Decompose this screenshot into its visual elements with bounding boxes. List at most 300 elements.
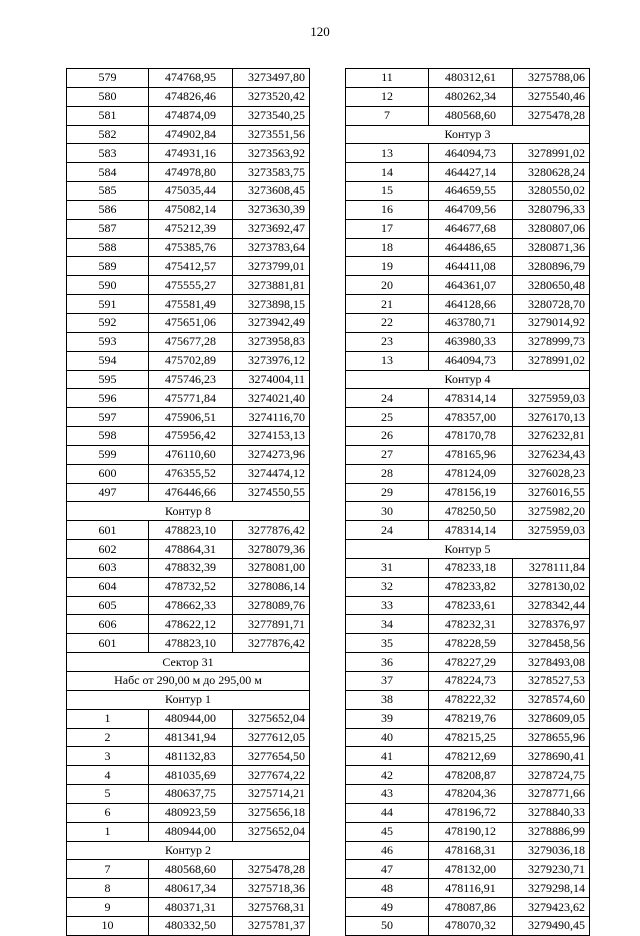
x-coordinate-cell: 475082,14 xyxy=(149,200,233,219)
table-row xyxy=(346,389,590,408)
section-header-row xyxy=(67,502,310,521)
section-header: Контур 8 xyxy=(67,502,310,521)
point-number-cell: 600 xyxy=(67,464,149,483)
table-row xyxy=(346,577,590,596)
point-number-cell: 50 xyxy=(346,916,429,935)
point-number-cell: 9 xyxy=(67,898,149,917)
y-coordinate-cell: 3274550,55 xyxy=(233,483,310,502)
point-number-cell: 582 xyxy=(67,125,149,144)
table-row xyxy=(346,163,590,182)
x-coordinate-cell: 464709,56 xyxy=(429,200,513,219)
point-number-cell: 581 xyxy=(67,106,149,125)
table-row xyxy=(346,709,590,728)
point-number-cell: 15 xyxy=(346,182,429,201)
point-number-cell: 40 xyxy=(346,728,429,747)
table-row xyxy=(346,747,590,766)
x-coordinate-cell: 478190,12 xyxy=(429,822,513,841)
table-row xyxy=(67,238,310,257)
y-coordinate-cell: 3280728,70 xyxy=(513,295,590,314)
table-row xyxy=(346,860,590,879)
table-row xyxy=(346,87,590,106)
point-number-cell: 33 xyxy=(346,596,429,615)
y-coordinate-cell: 3278458,56 xyxy=(513,634,590,653)
y-coordinate-cell: 3273520,42 xyxy=(233,87,310,106)
point-number-cell: 596 xyxy=(67,389,149,408)
y-coordinate-cell: 3279230,71 xyxy=(513,860,590,879)
y-coordinate-cell: 3278081,00 xyxy=(233,558,310,577)
x-coordinate-cell: 478823,10 xyxy=(149,634,233,653)
y-coordinate-cell: 3278111,84 xyxy=(513,558,590,577)
y-coordinate-cell: 3280650,48 xyxy=(513,276,590,295)
x-coordinate-cell: 475677,28 xyxy=(149,332,233,351)
y-coordinate-cell: 3279036,18 xyxy=(513,841,590,860)
y-coordinate-cell: 3278089,76 xyxy=(233,596,310,615)
table-row xyxy=(346,785,590,804)
coordinates-table-left xyxy=(66,68,310,936)
x-coordinate-cell: 478168,31 xyxy=(429,841,513,860)
point-number-cell: 46 xyxy=(346,841,429,860)
y-coordinate-cell: 3279490,45 xyxy=(513,916,590,935)
table-row xyxy=(67,276,310,295)
table-row xyxy=(67,483,310,502)
y-coordinate-cell: 3273799,01 xyxy=(233,257,310,276)
point-number-cell: 598 xyxy=(67,427,149,446)
table-row xyxy=(67,879,310,898)
point-number-cell: 585 xyxy=(67,182,149,201)
x-coordinate-cell: 478622,12 xyxy=(149,615,233,634)
table-row xyxy=(346,200,590,219)
table-row xyxy=(346,106,590,125)
x-coordinate-cell: 474768,95 xyxy=(149,69,233,88)
section-header: Контур 3 xyxy=(346,125,590,144)
table-row xyxy=(346,464,590,483)
point-number-cell: 34 xyxy=(346,615,429,634)
section-header-row xyxy=(67,653,310,672)
point-number-cell: 5 xyxy=(67,785,149,804)
y-coordinate-cell: 3273563,92 xyxy=(233,144,310,163)
table-row xyxy=(346,182,590,201)
table-row xyxy=(67,144,310,163)
point-number-cell: 37 xyxy=(346,672,429,691)
table-row xyxy=(67,200,310,219)
y-coordinate-cell: 3277876,42 xyxy=(233,634,310,653)
left-table-body xyxy=(67,69,310,936)
x-coordinate-cell: 476110,60 xyxy=(149,445,233,464)
x-coordinate-cell: 475412,57 xyxy=(149,257,233,276)
y-coordinate-cell: 3278840,33 xyxy=(513,803,590,822)
x-coordinate-cell: 478087,86 xyxy=(429,898,513,917)
y-coordinate-cell: 3278376,97 xyxy=(513,615,590,634)
point-number-cell: 24 xyxy=(346,521,429,540)
point-number-cell: 8 xyxy=(67,879,149,898)
point-number-cell: 3 xyxy=(67,747,149,766)
section-header-row xyxy=(67,672,310,691)
x-coordinate-cell: 475651,06 xyxy=(149,313,233,332)
point-number-cell: 601 xyxy=(67,634,149,653)
point-number-cell: 19 xyxy=(346,257,429,276)
table-row xyxy=(346,408,590,427)
point-number-cell: 10 xyxy=(67,916,149,935)
x-coordinate-cell: 478219,76 xyxy=(429,709,513,728)
page-number: 120 xyxy=(310,24,330,39)
table-row xyxy=(67,389,310,408)
y-coordinate-cell: 3278079,36 xyxy=(233,540,310,559)
point-number-cell: 587 xyxy=(67,219,149,238)
section-header: Контур 2 xyxy=(67,841,310,860)
x-coordinate-cell: 464128,66 xyxy=(429,295,513,314)
y-coordinate-cell: 3273540,25 xyxy=(233,106,310,125)
x-coordinate-cell: 478124,09 xyxy=(429,464,513,483)
table-row xyxy=(67,125,310,144)
y-coordinate-cell: 3278991,02 xyxy=(513,351,590,370)
x-coordinate-cell: 480617,34 xyxy=(149,879,233,898)
table-row xyxy=(67,785,310,804)
y-coordinate-cell: 3273958,83 xyxy=(233,332,310,351)
table-row xyxy=(67,747,310,766)
y-coordinate-cell: 3273551,56 xyxy=(233,125,310,144)
y-coordinate-cell: 3278609,05 xyxy=(513,709,590,728)
table-row xyxy=(67,898,310,917)
point-number-cell: 6 xyxy=(67,803,149,822)
x-coordinate-cell: 480371,31 xyxy=(149,898,233,917)
point-number-cell: 602 xyxy=(67,540,149,559)
x-coordinate-cell: 478314,14 xyxy=(429,521,513,540)
table-row xyxy=(346,841,590,860)
point-number-cell: 589 xyxy=(67,257,149,276)
y-coordinate-cell: 3275478,28 xyxy=(513,106,590,125)
point-number-cell: 20 xyxy=(346,276,429,295)
y-coordinate-cell: 3275540,46 xyxy=(513,87,590,106)
section-header: Контур 4 xyxy=(346,370,590,389)
y-coordinate-cell: 3277654,50 xyxy=(233,747,310,766)
table-row xyxy=(346,219,590,238)
y-coordinate-cell: 3280807,06 xyxy=(513,219,590,238)
point-number-cell: 583 xyxy=(67,144,149,163)
y-coordinate-cell: 3274273,96 xyxy=(233,445,310,464)
y-coordinate-cell: 3274474,12 xyxy=(233,464,310,483)
x-coordinate-cell: 475771,84 xyxy=(149,389,233,408)
x-coordinate-cell: 474826,46 xyxy=(149,87,233,106)
table-row xyxy=(67,163,310,182)
x-coordinate-cell: 464361,07 xyxy=(429,276,513,295)
table-row xyxy=(67,351,310,370)
section-header-row xyxy=(346,540,590,559)
point-number-cell: 12 xyxy=(346,87,429,106)
table-row xyxy=(67,295,310,314)
y-coordinate-cell: 3275959,03 xyxy=(513,389,590,408)
x-coordinate-cell: 478314,14 xyxy=(429,389,513,408)
point-number-cell: 49 xyxy=(346,898,429,917)
point-number-cell: 592 xyxy=(67,313,149,332)
y-coordinate-cell: 3279014,92 xyxy=(513,313,590,332)
x-coordinate-cell: 478250,50 xyxy=(429,502,513,521)
table-row xyxy=(67,427,310,446)
y-coordinate-cell: 3275718,36 xyxy=(233,879,310,898)
x-coordinate-cell: 463780,71 xyxy=(429,313,513,332)
point-number-cell: 24 xyxy=(346,389,429,408)
x-coordinate-cell: 475035,44 xyxy=(149,182,233,201)
table-row xyxy=(67,577,310,596)
point-number-cell: 21 xyxy=(346,295,429,314)
point-number-cell: 497 xyxy=(67,483,149,502)
x-coordinate-cell: 480262,34 xyxy=(429,87,513,106)
x-coordinate-cell: 475581,49 xyxy=(149,295,233,314)
x-coordinate-cell: 481132,83 xyxy=(149,747,233,766)
y-coordinate-cell: 3278527,53 xyxy=(513,672,590,691)
y-coordinate-cell: 3277891,71 xyxy=(233,615,310,634)
point-number-cell: 14 xyxy=(346,163,429,182)
table-row xyxy=(346,615,590,634)
point-number-cell: 47 xyxy=(346,860,429,879)
x-coordinate-cell: 476355,52 xyxy=(149,464,233,483)
y-coordinate-cell: 3278493,08 xyxy=(513,653,590,672)
point-number-cell: 44 xyxy=(346,803,429,822)
section-header: Сектор 31 xyxy=(67,653,310,672)
table-row xyxy=(67,558,310,577)
table-row xyxy=(67,709,310,728)
x-coordinate-cell: 480944,00 xyxy=(149,709,233,728)
table-row xyxy=(67,728,310,747)
point-number-cell: 594 xyxy=(67,351,149,370)
point-number-cell: 7 xyxy=(346,106,429,125)
y-coordinate-cell: 3275788,06 xyxy=(513,69,590,88)
table-row xyxy=(346,351,590,370)
point-number-cell: 1 xyxy=(67,709,149,728)
table-row xyxy=(67,860,310,879)
point-number-cell: 601 xyxy=(67,521,149,540)
y-coordinate-cell: 3278086,14 xyxy=(233,577,310,596)
x-coordinate-cell: 480568,60 xyxy=(429,106,513,125)
table-row xyxy=(67,332,310,351)
table-row xyxy=(67,766,310,785)
table-row xyxy=(67,540,310,559)
y-coordinate-cell: 3280550,02 xyxy=(513,182,590,201)
y-coordinate-cell: 3275982,20 xyxy=(513,502,590,521)
point-number-cell: 1 xyxy=(67,822,149,841)
point-number-cell: 2 xyxy=(67,728,149,747)
table-row xyxy=(67,464,310,483)
x-coordinate-cell: 478732,52 xyxy=(149,577,233,596)
coordinates-table-right xyxy=(345,68,590,936)
x-coordinate-cell: 464411,08 xyxy=(429,257,513,276)
x-coordinate-cell: 463980,33 xyxy=(429,332,513,351)
table-row xyxy=(67,219,310,238)
x-coordinate-cell: 480312,61 xyxy=(429,69,513,88)
x-coordinate-cell: 478227,29 xyxy=(429,653,513,672)
point-number-cell: 28 xyxy=(346,464,429,483)
point-number-cell: 580 xyxy=(67,87,149,106)
point-number-cell: 593 xyxy=(67,332,149,351)
y-coordinate-cell: 3275714,21 xyxy=(233,785,310,804)
point-number-cell: 31 xyxy=(346,558,429,577)
x-coordinate-cell: 474874,09 xyxy=(149,106,233,125)
table-row xyxy=(67,69,310,88)
x-coordinate-cell: 474902,84 xyxy=(149,125,233,144)
y-coordinate-cell: 3276232,81 xyxy=(513,427,590,446)
table-row xyxy=(67,106,310,125)
table-row xyxy=(67,521,310,540)
x-coordinate-cell: 478170,78 xyxy=(429,427,513,446)
y-coordinate-cell: 3273942,49 xyxy=(233,313,310,332)
table-row xyxy=(67,87,310,106)
point-number-cell: 41 xyxy=(346,747,429,766)
x-coordinate-cell: 478208,87 xyxy=(429,766,513,785)
x-coordinate-cell: 480568,60 xyxy=(149,860,233,879)
table-row xyxy=(67,182,310,201)
table-row xyxy=(346,332,590,351)
table-row xyxy=(67,257,310,276)
table-row xyxy=(67,370,310,389)
point-number-cell: 43 xyxy=(346,785,429,804)
y-coordinate-cell: 3278771,66 xyxy=(513,785,590,804)
point-number-cell: 23 xyxy=(346,332,429,351)
point-number-cell: 604 xyxy=(67,577,149,596)
table-row xyxy=(346,766,590,785)
table-row xyxy=(346,653,590,672)
table-row xyxy=(67,615,310,634)
x-coordinate-cell: 478132,00 xyxy=(429,860,513,879)
point-number-cell: 579 xyxy=(67,69,149,88)
point-number-cell: 591 xyxy=(67,295,149,314)
x-coordinate-cell: 464486,65 xyxy=(429,238,513,257)
point-number-cell: 606 xyxy=(67,615,149,634)
x-coordinate-cell: 478233,61 xyxy=(429,596,513,615)
y-coordinate-cell: 3277876,42 xyxy=(233,521,310,540)
point-number-cell: 590 xyxy=(67,276,149,295)
y-coordinate-cell: 3273630,39 xyxy=(233,200,310,219)
x-coordinate-cell: 478232,31 xyxy=(429,615,513,634)
table-row xyxy=(346,502,590,521)
y-coordinate-cell: 3273976,12 xyxy=(233,351,310,370)
table-row xyxy=(346,295,590,314)
x-coordinate-cell: 475385,76 xyxy=(149,238,233,257)
y-coordinate-cell: 3273692,47 xyxy=(233,219,310,238)
x-coordinate-cell: 478204,36 xyxy=(429,785,513,804)
x-coordinate-cell: 478357,00 xyxy=(429,408,513,427)
section-header: Контур 1 xyxy=(67,690,310,709)
section-header-row xyxy=(67,841,310,860)
x-coordinate-cell: 478662,33 xyxy=(149,596,233,615)
y-coordinate-cell: 3280896,79 xyxy=(513,257,590,276)
y-coordinate-cell: 3276028,23 xyxy=(513,464,590,483)
table-row xyxy=(67,634,310,653)
section-header-row xyxy=(346,125,590,144)
x-coordinate-cell: 478196,72 xyxy=(429,803,513,822)
x-coordinate-cell: 478224,73 xyxy=(429,672,513,691)
x-coordinate-cell: 478864,31 xyxy=(149,540,233,559)
x-coordinate-cell: 478212,69 xyxy=(429,747,513,766)
x-coordinate-cell: 478823,10 xyxy=(149,521,233,540)
table-row xyxy=(67,313,310,332)
y-coordinate-cell: 3278342,44 xyxy=(513,596,590,615)
table-row xyxy=(346,276,590,295)
x-coordinate-cell: 474931,16 xyxy=(149,144,233,163)
point-number-cell: 25 xyxy=(346,408,429,427)
point-number-cell: 586 xyxy=(67,200,149,219)
x-coordinate-cell: 478233,18 xyxy=(429,558,513,577)
table-row xyxy=(67,408,310,427)
x-coordinate-cell: 475956,42 xyxy=(149,427,233,446)
section-header: Контур 5 xyxy=(346,540,590,559)
table-row xyxy=(67,803,310,822)
y-coordinate-cell: 3280871,36 xyxy=(513,238,590,257)
table-row xyxy=(346,803,590,822)
y-coordinate-cell: 3276170,13 xyxy=(513,408,590,427)
point-number-cell: 38 xyxy=(346,690,429,709)
y-coordinate-cell: 3278724,75 xyxy=(513,766,590,785)
point-number-cell: 597 xyxy=(67,408,149,427)
x-coordinate-cell: 478228,59 xyxy=(429,634,513,653)
table-row xyxy=(67,916,310,935)
table-row xyxy=(346,144,590,163)
section-header: Набс от 290,00 м до 295,00 м xyxy=(67,672,310,691)
table-row xyxy=(346,822,590,841)
y-coordinate-cell: 3274004,11 xyxy=(233,370,310,389)
section-header-row xyxy=(346,370,590,389)
table-row xyxy=(346,313,590,332)
table-row xyxy=(346,427,590,446)
y-coordinate-cell: 3278574,60 xyxy=(513,690,590,709)
point-number-cell: 39 xyxy=(346,709,429,728)
y-coordinate-cell: 3277612,05 xyxy=(233,728,310,747)
y-coordinate-cell: 3276234,43 xyxy=(513,445,590,464)
y-coordinate-cell: 3273898,15 xyxy=(233,295,310,314)
x-coordinate-cell: 464427,14 xyxy=(429,163,513,182)
point-number-cell: 42 xyxy=(346,766,429,785)
x-coordinate-cell: 464677,68 xyxy=(429,219,513,238)
point-number-cell: 22 xyxy=(346,313,429,332)
table-row xyxy=(346,672,590,691)
point-number-cell: 29 xyxy=(346,483,429,502)
x-coordinate-cell: 475555,27 xyxy=(149,276,233,295)
table-row xyxy=(346,596,590,615)
point-number-cell: 35 xyxy=(346,634,429,653)
y-coordinate-cell: 3276016,55 xyxy=(513,483,590,502)
y-coordinate-cell: 3279298,14 xyxy=(513,879,590,898)
table-row xyxy=(346,898,590,917)
y-coordinate-cell: 3273881,81 xyxy=(233,276,310,295)
point-number-cell: 16 xyxy=(346,200,429,219)
x-coordinate-cell: 464094,73 xyxy=(429,351,513,370)
table-row xyxy=(67,596,310,615)
x-coordinate-cell: 478215,25 xyxy=(429,728,513,747)
point-number-cell: 603 xyxy=(67,558,149,577)
table-row xyxy=(346,483,590,502)
table-row xyxy=(346,728,590,747)
y-coordinate-cell: 3275656,18 xyxy=(233,803,310,822)
point-number-cell: 45 xyxy=(346,822,429,841)
point-number-cell: 13 xyxy=(346,144,429,163)
x-coordinate-cell: 480944,00 xyxy=(149,822,233,841)
x-coordinate-cell: 481341,94 xyxy=(149,728,233,747)
x-coordinate-cell: 478165,96 xyxy=(429,445,513,464)
x-coordinate-cell: 478233,82 xyxy=(429,577,513,596)
table-row xyxy=(346,257,590,276)
y-coordinate-cell: 3278886,99 xyxy=(513,822,590,841)
y-coordinate-cell: 3274153,13 xyxy=(233,427,310,446)
table-row xyxy=(346,879,590,898)
y-coordinate-cell: 3279423,62 xyxy=(513,898,590,917)
y-coordinate-cell: 3275781,37 xyxy=(233,916,310,935)
table-row xyxy=(346,238,590,257)
y-coordinate-cell: 3274116,70 xyxy=(233,408,310,427)
point-number-cell: 18 xyxy=(346,238,429,257)
x-coordinate-cell: 478070,32 xyxy=(429,916,513,935)
section-header-row xyxy=(67,690,310,709)
y-coordinate-cell: 3278130,02 xyxy=(513,577,590,596)
point-number-cell: 30 xyxy=(346,502,429,521)
table-row xyxy=(346,690,590,709)
